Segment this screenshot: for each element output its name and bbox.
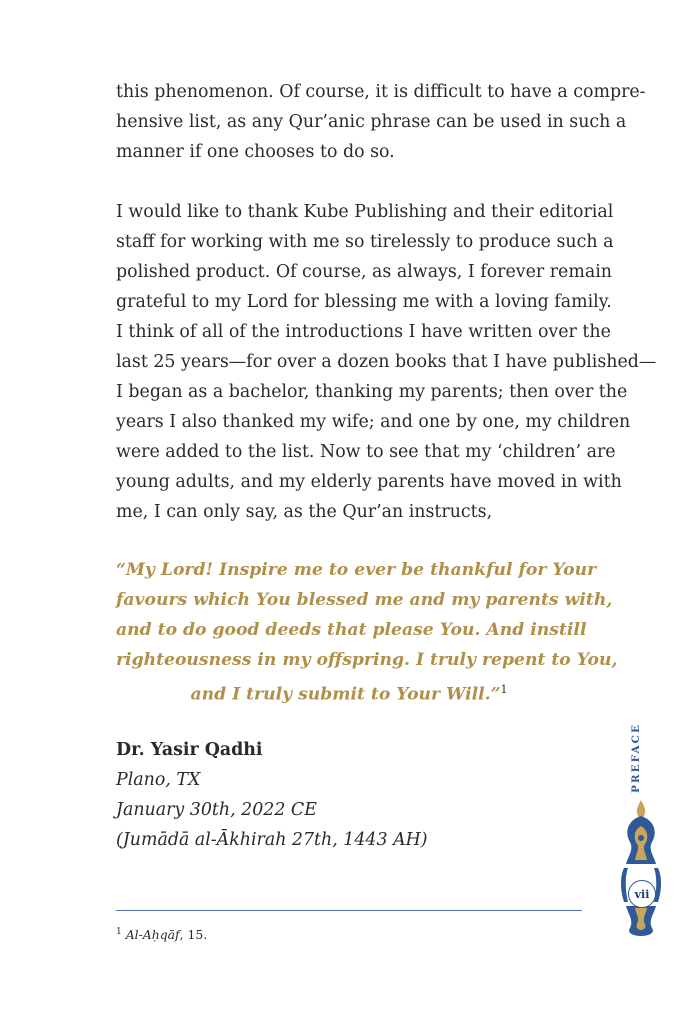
page-number: vii [628,880,656,908]
quote-line: righteousness in my offspring. I truly repent to You, [116,650,618,670]
text-line: I would like to thank Kube Publishing and their editorial [116,202,614,222]
author-name: Dr. Yasir Qadhi [116,740,263,760]
text-line: last 25 years—for over a dozen books that I have published— [116,352,657,372]
text-line: young adults, and my elderly parents have moved in with [116,472,622,492]
text-line: manner if one chooses to do so. [116,142,395,162]
signature-block [116,735,428,855]
footnote-rest: , 15. [179,927,208,943]
text-line: this phenomenon. Of course, it is difficult to have a compre- [116,82,646,102]
text-line: me, I can only say, as the Qur’an instructs, [116,502,493,522]
text-line: I began as a bachelor, thanking my parents; then over the [116,382,628,402]
quote-line: favours which You blessed me and my parents with, [116,590,613,610]
footnote-number: 1 [116,927,122,937]
quote-line-last [116,675,582,710]
body-paragraph-1 [116,77,646,167]
footnote [116,923,207,944]
text-line: grateful to my Lord for blessing me with a loving family. [116,292,612,312]
text-line: years I also thanked my wife; and one by one, my children [116,412,631,432]
footnote-reference: Al-Aḥqāf [125,927,180,943]
author-place: Plano, TX [116,770,201,790]
quote-line: “My Lord! Inspire me to ever be thankful for Your [116,560,597,580]
footnote-marker[interactable]: 1 [500,683,508,696]
text-line: polished product. Of course, as always, I forever remain [116,262,612,282]
footnote-divider [116,910,582,911]
signature-date: January 30th, 2022 CE [116,800,317,820]
decorative-ornament-icon [620,798,662,938]
text-line: staff for working with me so tirelessly to produce such a [116,232,614,252]
section-label: PREFACE [630,723,642,793]
body-paragraph-2 [116,197,657,527]
text-line: were added to the list. Now to see that my ‘children’ are [116,442,616,462]
signature-hijri-date: (Jumādā al-Ākhirah 27th, 1443 AH) [116,830,428,850]
quranic-quote [116,555,618,710]
quote-text: and I truly submit to Your Will.” [190,684,501,705]
text-line: hensive list, as any Qur’anic phrase can be used in such a [116,112,627,132]
quote-line: and to do good deeds that please You. And instill [116,620,587,640]
text-line: I think of all of the introductions I have written over the [116,322,611,342]
